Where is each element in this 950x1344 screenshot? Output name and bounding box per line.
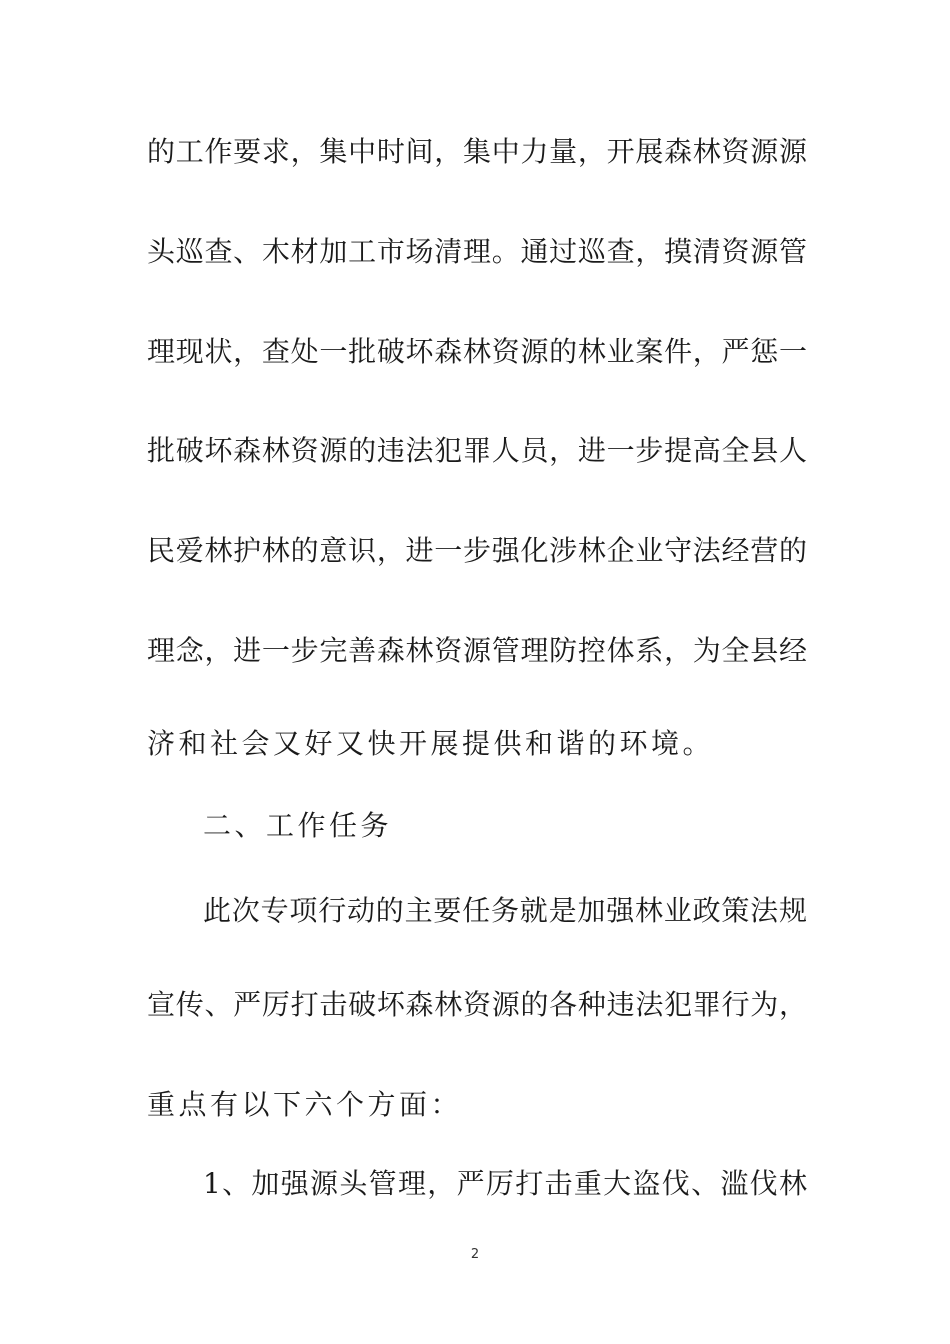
paragraph-line: 济和社会又好又快开展提供和谐的环境。	[147, 727, 715, 760]
paragraph-line: 的工作要求，集中时间，集中力量，开展森林资源源	[147, 135, 807, 168]
page-number: 2	[470, 1247, 480, 1262]
list-item-line: 1、加强源头管理，严厉打击重大盗伐、滥伐林	[203, 1167, 807, 1200]
paragraph-line: 民爱林护林的意识，进一步强化涉林企业守法经营的	[147, 534, 807, 567]
paragraph-line: 宣传、严厉打击破坏森林资源的各种违法犯罪行为，	[147, 988, 807, 1021]
paragraph-line: 批破坏森林资源的违法犯罪人员，进一步提高全县人	[147, 434, 807, 467]
paragraph-line: 头巡查、木材加工市场清理。通过巡查，摸清资源管	[147, 235, 807, 268]
section-heading: 二、工作任务	[203, 809, 393, 842]
paragraph-line: 理念，进一步完善森林资源管理防控体系，为全县经	[147, 634, 807, 667]
paragraph-line: 理现状，查处一批破坏森林资源的林业案件，严惩一	[147, 335, 807, 368]
paragraph-line: 重点有以下六个方面：	[147, 1088, 463, 1121]
paragraph-line: 此次专项行动的主要任务就是加强林业政策法规	[203, 894, 807, 927]
